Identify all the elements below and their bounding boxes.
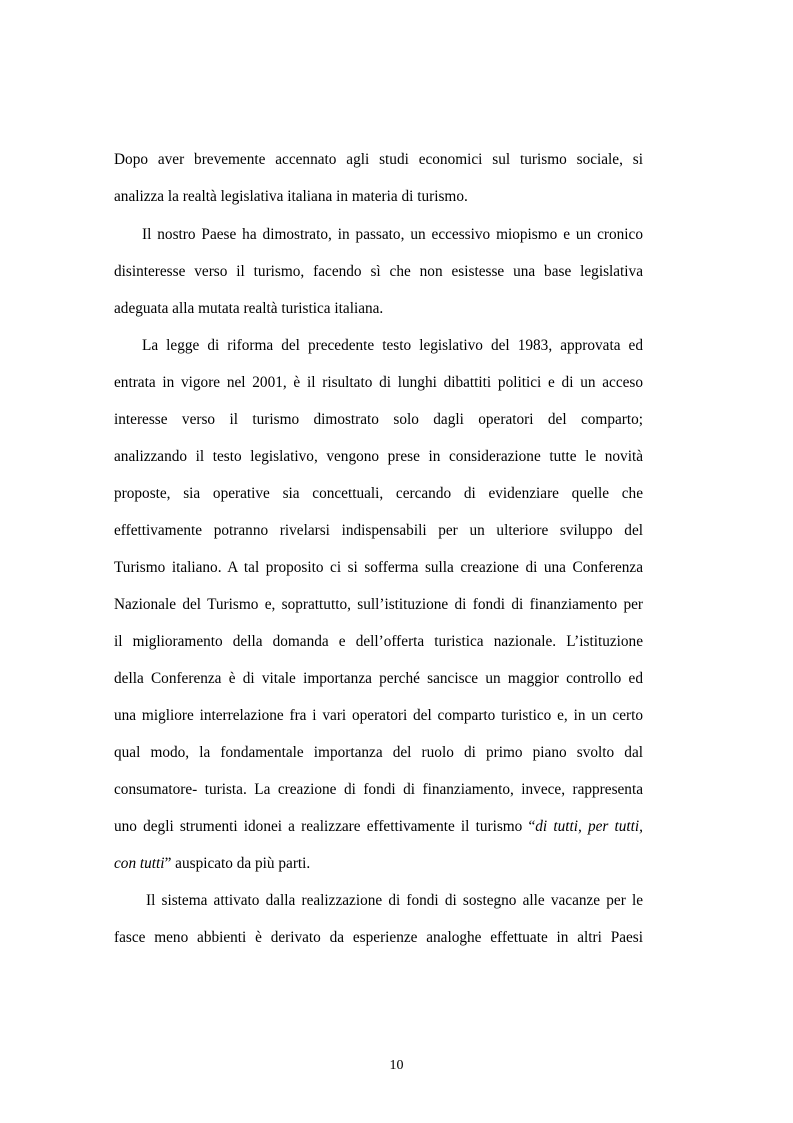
text-line: qual modo, la fondamentale importanza del ruolo di primo piano svolto dal xyxy=(114,744,643,761)
text-line: effettivamente potranno rivelarsi indispensabili per un ulteriore sviluppo del xyxy=(114,522,643,539)
text-segment: ” auspicato da più parti. xyxy=(164,855,311,872)
text-line: interesse verso il turismo dimostrato solo dagli operatori del comparto; xyxy=(114,411,643,428)
text-line xyxy=(114,817,643,837)
page-number: 10 xyxy=(389,1058,404,1073)
text-segment: uno degli strumenti idonei a realizzare effettivamente il turismo “ xyxy=(114,818,536,835)
text-line: fasce meno abbienti è derivato da esperienze analoghe effettuate in altri Paesi xyxy=(114,929,643,946)
text-line: Turismo italiano. A tal proposito ci si sofferma sulla creazione di una Conferenza xyxy=(114,559,643,576)
text-line: Dopo aver brevemente accennato agli studi economici sul turismo sociale, si xyxy=(114,151,643,168)
text-line: disinteresse verso il turismo, facendo sì che non esistesse una base legislativa xyxy=(114,263,643,280)
italic-phrase: con tutti xyxy=(114,855,165,872)
text-line: il miglioramento della domanda e dell’offerta turistica nazionale. L’istituzione xyxy=(114,633,643,650)
text-line: analizza la realtà legislativa italiana in materia di turismo. xyxy=(114,188,468,205)
text-line: una migliore interrelazione fra i vari operatori del comparto turistico e, in un certo xyxy=(114,707,643,724)
text-line: consumatore- turista. La creazione di fondi di finanziamento, invece, rappresenta xyxy=(114,781,643,798)
italic-phrase: di tutti, per tutti, xyxy=(535,818,643,835)
text-line: Il nostro Paese ha dimostrato, in passato, un eccessivo miopismo e un cronico xyxy=(142,226,643,243)
text-line xyxy=(114,854,643,874)
text-line: della Conferenza è di vitale importanza perché sancisce un maggior controllo ed xyxy=(114,670,643,687)
text-line: entrata in vigore nel 2001, è il risultato di lunghi dibattiti politici e di un acceso xyxy=(114,374,643,391)
text-line: La legge di riforma del precedente testo legislativo del 1983, approvata ed xyxy=(142,337,643,354)
text-line: Nazionale del Turismo e, soprattutto, sull’istituzione di fondi di finanziamento per xyxy=(114,596,643,613)
text-line: Il sistema attivato dalla realizzazione di fondi di sostegno alle vacanze per le xyxy=(146,892,643,909)
text-line: analizzando il testo legislativo, vengono prese in considerazione tutte le novità xyxy=(114,448,643,465)
text-line: adeguata alla mutata realtà turistica italiana. xyxy=(114,300,384,317)
text-line: proposte, sia operative sia concettuali, cercando di evidenziare quelle che xyxy=(114,485,643,502)
